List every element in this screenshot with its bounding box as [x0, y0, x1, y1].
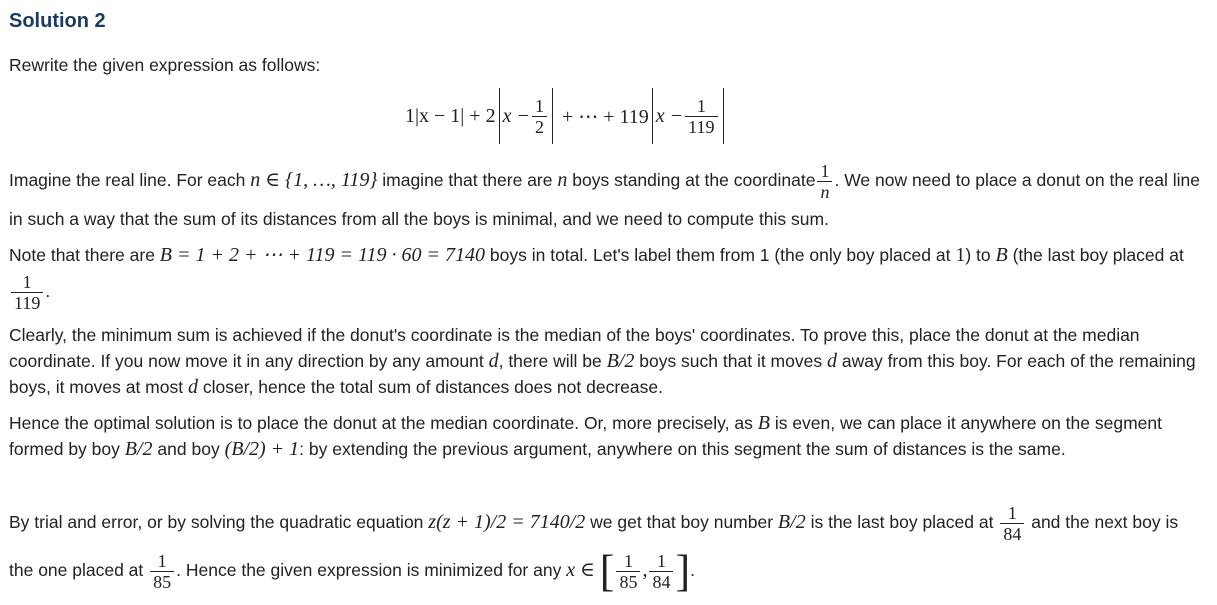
- text-run: By trial and error, or by solving the quadratic equation: [9, 512, 424, 532]
- fraction-denominator: 84: [649, 571, 673, 592]
- fraction-denominator: 119: [11, 292, 43, 313]
- math-inline: B/2: [777, 511, 806, 533]
- fraction-denominator: 2: [532, 116, 547, 137]
- fraction-numerator: 1: [820, 161, 830, 181]
- fraction-numerator: 1: [623, 550, 633, 571]
- text-run: boys in total. Let's label them from 1 (the only boy placed at: [489, 245, 951, 265]
- math-inline: n ∈ {1, …, 119}: [250, 169, 378, 192]
- text-run: Hence the optimal solution is to place the donut at the median coordinate. Or, more precisely, as: [9, 413, 753, 433]
- text-run: closer, hence the total sum of distances does not decrease.: [202, 377, 663, 397]
- fraction-numerator: 1: [1007, 502, 1017, 523]
- abs-bar: [499, 88, 500, 144]
- math-inline: x ∈: [566, 559, 595, 581]
- paragraph-boys-total: [9, 238, 1205, 313]
- text-run: is even, we can place it anywhere on the segment formed by boy: [9, 413, 1162, 459]
- text-run: Clearly, the minimum sum is achieved if the donut's coordinate is the median of the boys' coordinates. To prove this, place the donut at the median coordinate. If you now move it in any direction by any amount: [9, 325, 1140, 371]
- text-run: boys such that it moves: [639, 351, 823, 371]
- text-run: imagine that there are: [382, 170, 553, 191]
- text-run: Note that there are: [9, 245, 155, 265]
- text-run: is the last boy placed at: [810, 512, 994, 532]
- fraction-one-over-n: [817, 161, 832, 202]
- text-run: boys standing at the coordinate: [572, 170, 816, 191]
- fraction-interval-end: [649, 551, 673, 592]
- math-inline: z(z + 1)/2 = 7140/2: [428, 511, 586, 533]
- math-inline: B = 1 + 2 + ⋯ + 119 = 119 · 60 = 7140: [159, 244, 486, 266]
- intro-text: Rewrite the given expression as follows:: [9, 55, 321, 75]
- fraction-one-over-85: [150, 551, 174, 592]
- text-run: away from this boy. For each of the remaining boys, it moves at most: [9, 351, 1196, 397]
- expr-x-minus-2: x −: [655, 104, 684, 127]
- abs-bar: [652, 88, 653, 144]
- text-run: and boy: [157, 439, 220, 459]
- math-inline: B/2: [124, 438, 153, 460]
- math-inline: B: [995, 244, 1008, 266]
- expr-mid: + ⋯ + 119: [561, 105, 649, 128]
- left-bracket: [: [599, 546, 615, 596]
- fraction-denominator: 119: [685, 116, 717, 137]
- abs-bar: [552, 88, 553, 144]
- fraction-denominator: 85: [150, 571, 174, 592]
- paragraph-real-line: [9, 161, 1205, 236]
- math-inline: ,: [642, 559, 648, 581]
- fraction-numerator: 1: [656, 550, 666, 571]
- fraction-numerator: 1: [22, 272, 32, 292]
- math-inline: B/2: [606, 350, 635, 372]
- text-run: . Hence the given expression is minimized for any: [176, 560, 562, 580]
- math-inline: (B/2) + 1: [224, 438, 300, 460]
- abs-bar: [723, 88, 724, 144]
- math-inline: B: [757, 412, 770, 434]
- math-inline: d: [187, 376, 198, 398]
- fraction-one-over-119: [685, 96, 717, 137]
- text-run: (the last boy placed at: [1012, 245, 1184, 265]
- right-bracket: ]: [675, 546, 691, 596]
- text-run: we get that boy number: [590, 512, 774, 532]
- text-run: : by extending the previous argument, anywhere on this segment the sum of distances is the same.: [299, 439, 1066, 459]
- math-inline: d: [826, 350, 837, 372]
- fraction-numerator: 1: [696, 95, 706, 116]
- fraction-interval-start: [616, 551, 640, 592]
- text-run: and the next boy is the one placed at: [9, 512, 1179, 580]
- paragraph-optimal-solution: [9, 410, 1205, 462]
- fraction-half: [532, 96, 547, 137]
- fraction-denominator: 84: [1000, 523, 1024, 544]
- fraction-denominator: 85: [616, 571, 640, 592]
- text-run: . We now need to place a donut on the real line in such a way that the sum of its distances from all the boys is minimal, and we need to compute this sum.: [9, 170, 1200, 229]
- paragraph-final-answer: [9, 498, 1205, 594]
- text-run: Imagine the real line. For each: [9, 170, 246, 191]
- fraction-numerator: 1: [157, 550, 167, 571]
- expr-x-minus: x −: [502, 104, 530, 127]
- solution-heading: Solution 2: [9, 10, 106, 32]
- fraction-denominator: n: [817, 181, 832, 202]
- text-run: .: [690, 560, 695, 580]
- fraction-one-over-84: [1000, 503, 1024, 544]
- text-run: .: [45, 281, 51, 302]
- math-inline: n: [557, 169, 568, 192]
- paragraph-median-proof: [9, 322, 1205, 400]
- display-expression: [405, 86, 727, 146]
- fraction-numerator: 1: [534, 95, 544, 116]
- text-run: , there will be: [498, 351, 602, 371]
- math-inline: d: [488, 350, 499, 372]
- math-inline: 1: [955, 244, 966, 266]
- expr-term1: 1|x − 1| + 2: [405, 104, 496, 127]
- fraction-one-over-119-inline: [11, 272, 43, 313]
- text-run: ) to: [965, 245, 991, 265]
